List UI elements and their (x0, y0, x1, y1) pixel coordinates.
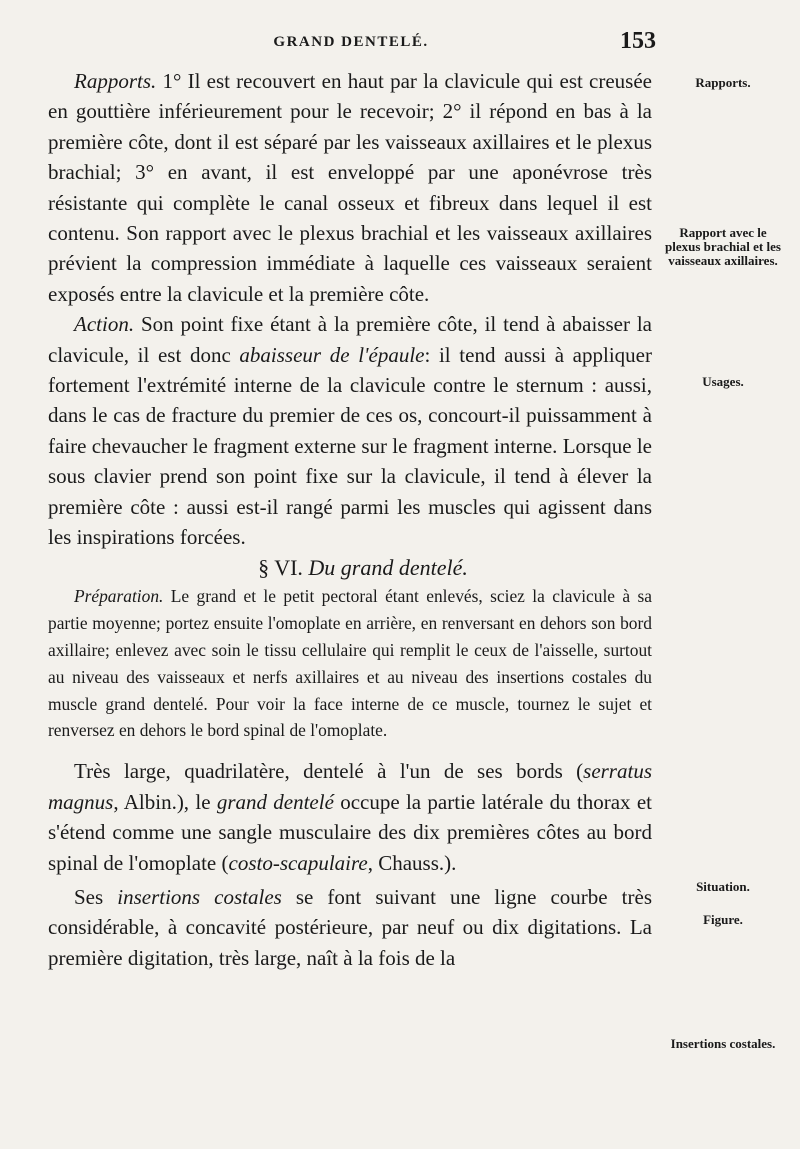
paragraph-text: Très large, quadrilatère, dentelé à l'un de ses bords ( (74, 759, 584, 784)
paragraph-text: se font suivant une ligne courbe très considérable, à concavité postérieure, par neuf ou dix digitations. La première digitation, très large, naît à la fois de la (48, 884, 652, 970)
margin-note-figure: Figure. (703, 912, 743, 927)
section-number: § VI. (258, 554, 309, 580)
emphasis-term: abaisseur de l'épaule (239, 342, 425, 367)
section-heading (48, 553, 652, 583)
main-text (48, 66, 652, 973)
paragraph-action (48, 309, 652, 552)
paragraph-preparation (48, 583, 652, 744)
margin-note-rapport-plexus: Rapport avec le plexus brachial et les vaisseaux axillaires. (665, 225, 781, 268)
paragraph-label: Rapports. (74, 69, 157, 93)
emphasis-term: grand dentelé (216, 789, 334, 814)
paragraph-label: Action. (74, 312, 135, 337)
emphasis-term: serratus magnus (48, 759, 652, 814)
page-number: 153 (620, 28, 656, 54)
paragraph-text: Son point fixe étant à la première côte, il tend à abaisser la clavicule, il est donc (48, 312, 652, 367)
paragraph-insertions (48, 882, 652, 973)
paragraph-text: , Albin.), le (113, 789, 217, 814)
paragraph-text: Le grand et le petit pectoral étant enlevés, sciez la clavicule à sa partie moyenne; portez ensuite l'omoplate en arrière, en renversant en dehors son bord axillaire; enlevez avec soin le tissu cellulaire qui remplit le ceux de l'aisselle, surtout au niveau des vaisseaux et nerfs axillaires et au niveau des insertions costales du muscle grand dentelé. Pour voir la face interne de ce muscle, tournez le sujet et renversez en dehors le bord spinal de l'omoplate. (48, 585, 652, 741)
emphasis-term: costo-scapulaire (228, 850, 368, 875)
paragraph-text: 1° Il est recouvert en haut par la clavicule qui est creusée en gouttière inférieurement pour le recevoir; 2° il répond en bas à la première côte, dont il est séparé par les vaisseaux axillaires et le plexus brachial; 3° en avant, il est enveloppé par une aponévrose très résistante qui complète le canal osseux et fibreux dans lequel il est contenu. Son rapport avec le plexus brachial et les vaisseaux axillaires prévient la compression immédiate à laquelle ces vaisseaux seraient exposés entre la clavicule et la première côte. (48, 69, 652, 306)
running-title: GRAND DENTELÉ. (273, 34, 429, 50)
section-title: Du grand dentelé. (308, 554, 468, 580)
margin-note-situation: Situation. (696, 879, 750, 894)
emphasis-term: insertions costales (117, 884, 282, 909)
paragraph-label: Préparation. (74, 585, 164, 606)
page-header (46, 28, 656, 56)
margin-note-insertions: Insertions costales. (670, 1036, 776, 1051)
paragraph-text: Ses (74, 884, 118, 909)
paragraph-text: : il tend aussi à appliquer fortement l'extrémité interne de la clavicule contre le sternum : aussi, dans le cas de fracture du premier de ces os, concourt-il puissamment à faire chevaucher le fragment externe sur le fragment interne. Lorsque le sous clavier prend son point fixe sur la clavicule, il tend à élever la première côte : aussi est-il rangé parmi les muscles qui agissent dans les inspirations forcées. (48, 342, 652, 550)
paragraph-text: , Chauss.). (367, 850, 457, 875)
margin-note-usages: Usages. (702, 374, 744, 389)
paragraph-rapports (48, 66, 652, 309)
margin-note-rapports: Rapports. (695, 75, 751, 90)
paragraph-description (48, 756, 652, 878)
paragraph-text: occupe la partie latérale du thorax et s'étend comme une sangle musculaire des dix premières côtes au bord spinal de l'omoplate ( (48, 789, 652, 875)
